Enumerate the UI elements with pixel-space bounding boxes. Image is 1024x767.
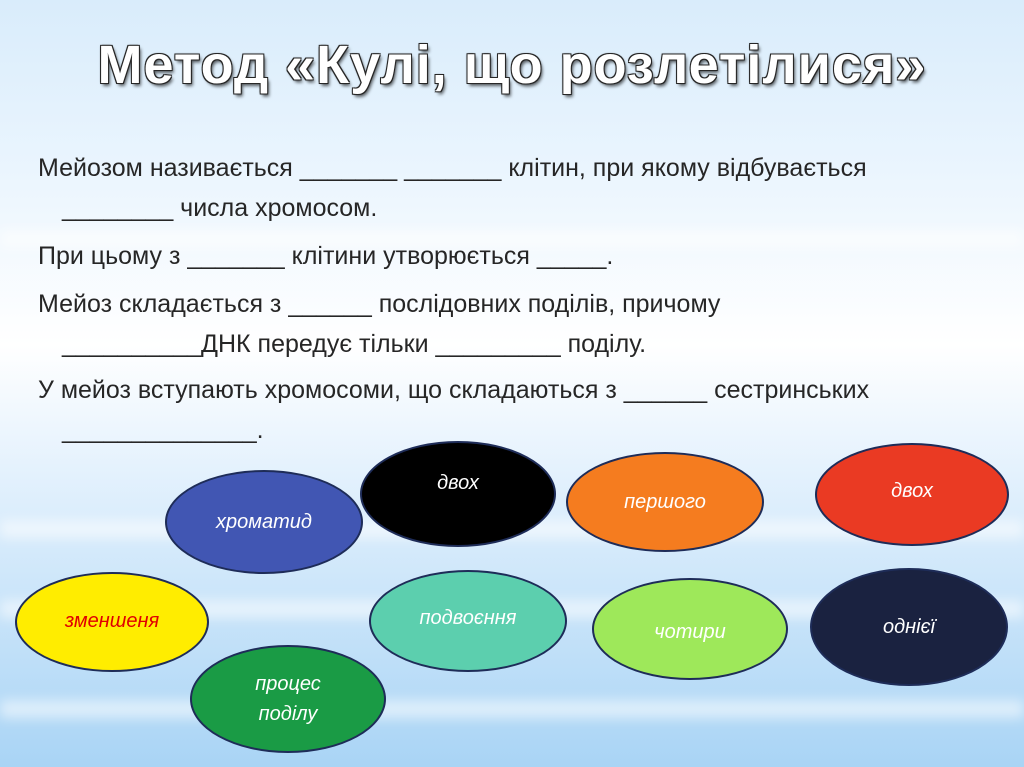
paragraph-2 [38, 236, 1003, 276]
ball-label: хроматид [216, 511, 312, 533]
ball-chotyry[interactable] [592, 578, 788, 680]
paragraph-3-line-2: __________ДНК передує тільки _________ поділу. [62, 330, 647, 358]
ball-dvokh-black[interactable] [360, 441, 556, 547]
ball-label: двох [437, 472, 479, 494]
ball-label: однієї [883, 616, 935, 638]
ball-odniiei[interactable] [810, 568, 1008, 686]
ball-label: чотири [654, 621, 726, 643]
ball-dvokh-red[interactable] [815, 443, 1009, 546]
ball-zmenshenia[interactable] [15, 572, 209, 672]
ball-label: першого [624, 491, 706, 513]
paragraph-3 [38, 284, 1003, 364]
ball-protses-podilu[interactable] [190, 645, 386, 753]
ball-label: процес поділу [255, 673, 321, 725]
ball-pershoho[interactable] [566, 452, 764, 552]
paragraph-4 [38, 370, 1003, 450]
paragraph-2-line-1: При цьому з _______ клітини утворюється _____. [38, 242, 614, 270]
paragraph-4-line-2: ______________. [62, 416, 264, 444]
ball-label: подвоєння [419, 607, 517, 629]
ball-label: двох [891, 479, 933, 502]
paragraph-1-line-2: ________ числа хромосом. [62, 194, 378, 222]
paragraph-4-line-1: У мейоз вступають хромосоми, що складаються з ______ сестринських [38, 376, 870, 404]
ball-khromatyd[interactable] [165, 470, 363, 574]
paragraph-3-line-1: Мейоз складається з ______ послідовних поділів, причому [38, 290, 721, 318]
slide-title: Метод «Кулі, що розлетілися» [97, 35, 927, 95]
paragraph-1-line-1: Мейозом називається _______ _______ клітин, при якому відбувається [38, 154, 867, 182]
ball-podvoiennia[interactable] [369, 570, 567, 672]
ball-label: зменшеня [64, 610, 160, 632]
paragraph-1 [38, 148, 1003, 228]
